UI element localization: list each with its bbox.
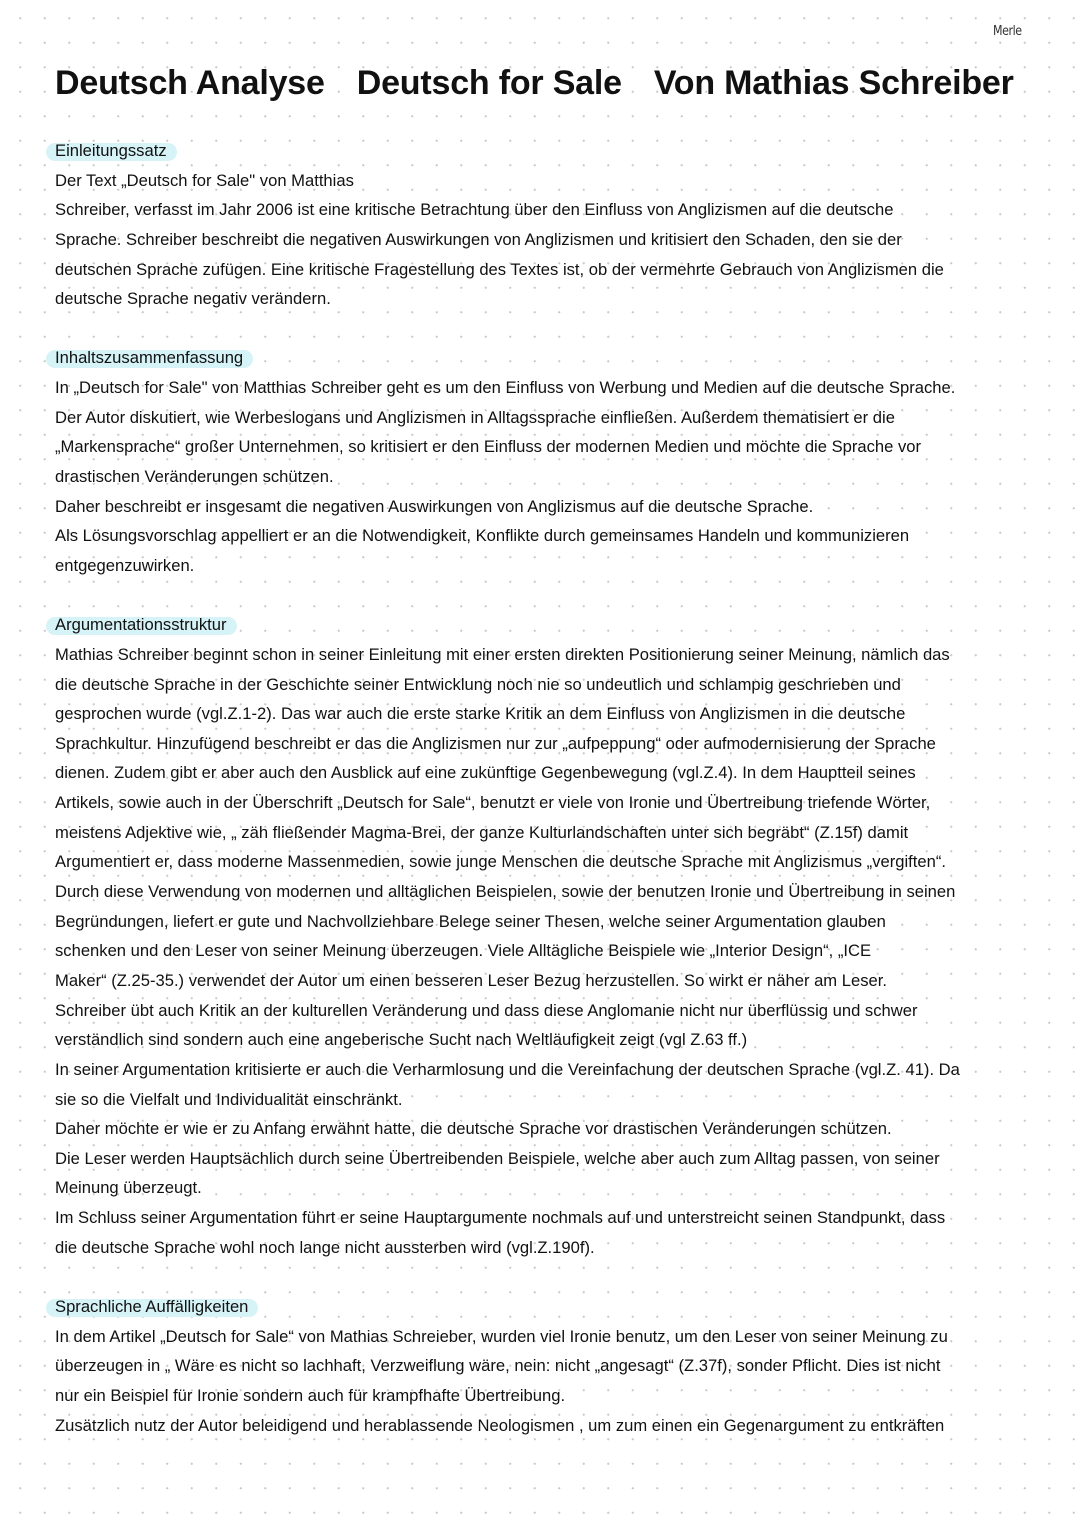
text-line: Begründungen, liefert er gute und Nachvollziehbare Belege seiner Thesen, welche seiner Argumentation glauben xyxy=(55,911,886,931)
text-line: überzeugen in „ Wäre es nicht so lachhaft, Verzweiflung wäre, nein: nicht „angesagt“ (Z.37f), sonder Pflicht. Dies ist nicht xyxy=(55,1356,941,1376)
text-line: „Markensprache“ großer Unternehmen, so kritisiert er den Einfluss der modernen Medien und möchte die Sprache vor xyxy=(55,437,922,457)
section-heading-line xyxy=(55,610,960,640)
text-line: sie so die Vielfalt und Individualität einschränkt. xyxy=(55,1089,403,1109)
text-line: dienen. Zudem gibt er aber auch den Ausblick auf eine zukünftige Gegenbewegung (vgl.Z.4). In dem Hauptteil seines xyxy=(55,763,916,783)
author-name: Merle xyxy=(993,24,1022,39)
text-line: Daher beschreibt er insgesamt die negativen Auswirkungen von Anglizismus auf die deutsche Sprache. xyxy=(55,496,814,516)
text-line: meistens Adjektive wie, „ zäh fließender Magma-Brei, der ganze Kulturlandschaften unter sich begräbt“ (Z.15f) damit xyxy=(55,822,909,842)
section-heading-line xyxy=(55,343,960,373)
text-line: Sprache. Schreiber beschreibt die negativen Auswirkungen von Anglizismen und kritisiert den Schaden, den sie der xyxy=(55,229,902,249)
text-line: Mathias Schreiber beginnt schon in seiner Einleitung mit einer ersten direkten Positionierung seiner Meinung, nämlich das xyxy=(55,644,950,664)
text-line: verständlich sind sondern auch eine angeberische Sucht nach Weltläufigkeit zeigt (vgl Z.63 ff.) xyxy=(55,1030,748,1050)
text-line: Durch diese Verwendung von modernen und alltäglichen Beispielen, sowie der benutzen Ironie und Übertreibung in seinen xyxy=(55,882,956,902)
title-part-1: Deutsch Analyse xyxy=(55,64,325,102)
blank-line xyxy=(55,314,960,344)
text-line: die deutsche Sprache wohl noch lange nicht aussterben wird (vgl.Z.190f). xyxy=(55,1237,595,1257)
blank-line xyxy=(55,581,960,611)
section-heading: Argumentationsstruktur xyxy=(55,610,227,640)
text-line: In dem Artikel „Deutsch for Sale“ von Mathias Schreieber, wurden viel Ironie benutz, um den Leser von seiner Meinung zu xyxy=(55,1326,948,1346)
text-line: drastischen Veränderungen schützen. xyxy=(55,467,334,487)
text-line: schenken und den Leser von seiner Meinung überzeugen. Viele Alltägliche Beispiele wie „Interior Design“, „ICE xyxy=(55,941,872,961)
document-body xyxy=(55,136,960,1440)
text-line: Artikels, sowie auch in der Überschrift „Deutsch for Sale“, benutzt er viele von Ironie und Übertreibung triefende Wörter, xyxy=(55,793,931,813)
text-line: Der Text „Deutsch for Sale" von Matthias xyxy=(55,170,354,190)
section-argumentationsstruktur xyxy=(55,610,960,1292)
text-line: Daher möchte er wie er zu Anfang erwähnt hatte, die deutsche Sprache vor drastischen Veränderungen schützen. xyxy=(55,1119,892,1139)
blank-line xyxy=(55,1262,960,1292)
text-line: die deutsche Sprache in der Geschichte seiner Entwicklung noch nie so undeutlich und schlampig geschrieben und xyxy=(55,674,901,694)
text-line: Im Schluss seiner Argumentation führt er seine Hauptargumente nochmals auf und unterstreicht seinen Standpunkt, dass xyxy=(55,1208,946,1228)
text-line: Argumentiert er, dass moderne Massenmedien, sowie junge Menschen die deutsche Sprache mit Anglizismus „vergiften“. xyxy=(55,852,946,872)
text-line: deutsche Sprache negativ verändern. xyxy=(55,289,331,309)
text-line: In seiner Argumentation kritisierte er auch die Verharmlosung und die Vereinfachung der deutschen Sprache (vgl.Z. 41). Da xyxy=(55,1059,960,1079)
title-part-3: Von Mathias Schreiber xyxy=(653,64,1014,102)
text-line: Die Leser werden Hauptsächlich durch seine Übertreibenden Beispiele, welche aber auch zum Alltag passen, von seiner xyxy=(55,1148,940,1168)
section-heading-line xyxy=(55,136,960,166)
text-line: Schreiber übt auch Kritik an der kulturellen Veränderung und dass diese Anglomanie nicht nur überflüssig und schwer xyxy=(55,1000,918,1020)
text-line: In „Deutsch for Sale" von Matthias Schreiber geht es um den Einfluss von Werbung und Medien auf die deutsche Sprache. xyxy=(55,378,956,398)
text-line: entgegenzuwirken. xyxy=(55,555,195,575)
section-sprachliche-auffälligkeiten xyxy=(55,1292,960,1440)
text-line: Als Lösungsvorschlag appelliert er an die Notwendigkeit, Konflikte durch gemeinsames Handeln und kommunizieren xyxy=(55,526,910,546)
section-inhaltszusammenfassung xyxy=(55,343,960,610)
section-heading-line xyxy=(55,1292,960,1322)
section-einleitungssatz xyxy=(55,136,960,343)
text-line: Maker“ (Z.25-35.) verwendet der Autor um einen besseren Leser Bezug herzustellen. So wirkt er näher am Leser. xyxy=(55,970,887,990)
text-line: Der Autor diskutiert, wie Werbeslogans und Anglizismen in Alltagssprache einfließen. Außerdem thematisiert er die xyxy=(55,407,895,427)
text-line: nur ein Beispiel für Ironie sondern auch für krampfhafte Übertreibung. xyxy=(55,1385,566,1405)
text-line: deutschen Sprache zufügen. Eine kritische Fragestellung des Textes ist, ob der vermehrte Gebrauch von Anglizismen die xyxy=(55,259,944,279)
section-heading: Inhaltszusammenfassung xyxy=(55,343,243,373)
text-line: Schreiber, verfasst im Jahr 2006 ist eine kritische Betrachtung über den Einfluss von Anglizismen auf die deutsche xyxy=(55,200,894,220)
text-line: Sprachkultur. Hinzufügend beschreibt er das die Anglizismen nur zur „aufpeppung“ oder aufmodernisierung der Sprache xyxy=(55,733,936,753)
title-part-2: Deutsch for Sale xyxy=(356,64,622,102)
text-line: gesprochen wurde (vgl.Z.1-2). Das war auch die erste starke Kritik an dem Einfluss von Anglizismen in die deutsche xyxy=(55,704,906,724)
section-heading: Einleitungssatz xyxy=(55,136,167,166)
page-title xyxy=(55,64,1046,103)
text-line: Meinung überzeugt. xyxy=(55,1178,202,1198)
text-line: Zusätzlich nutz der Autor beleidigend und herablassende Neologismen , um zum einen ein Gegenargument zu entkräften xyxy=(55,1415,945,1435)
section-heading: Sprachliche Auffälligkeiten xyxy=(55,1292,248,1322)
